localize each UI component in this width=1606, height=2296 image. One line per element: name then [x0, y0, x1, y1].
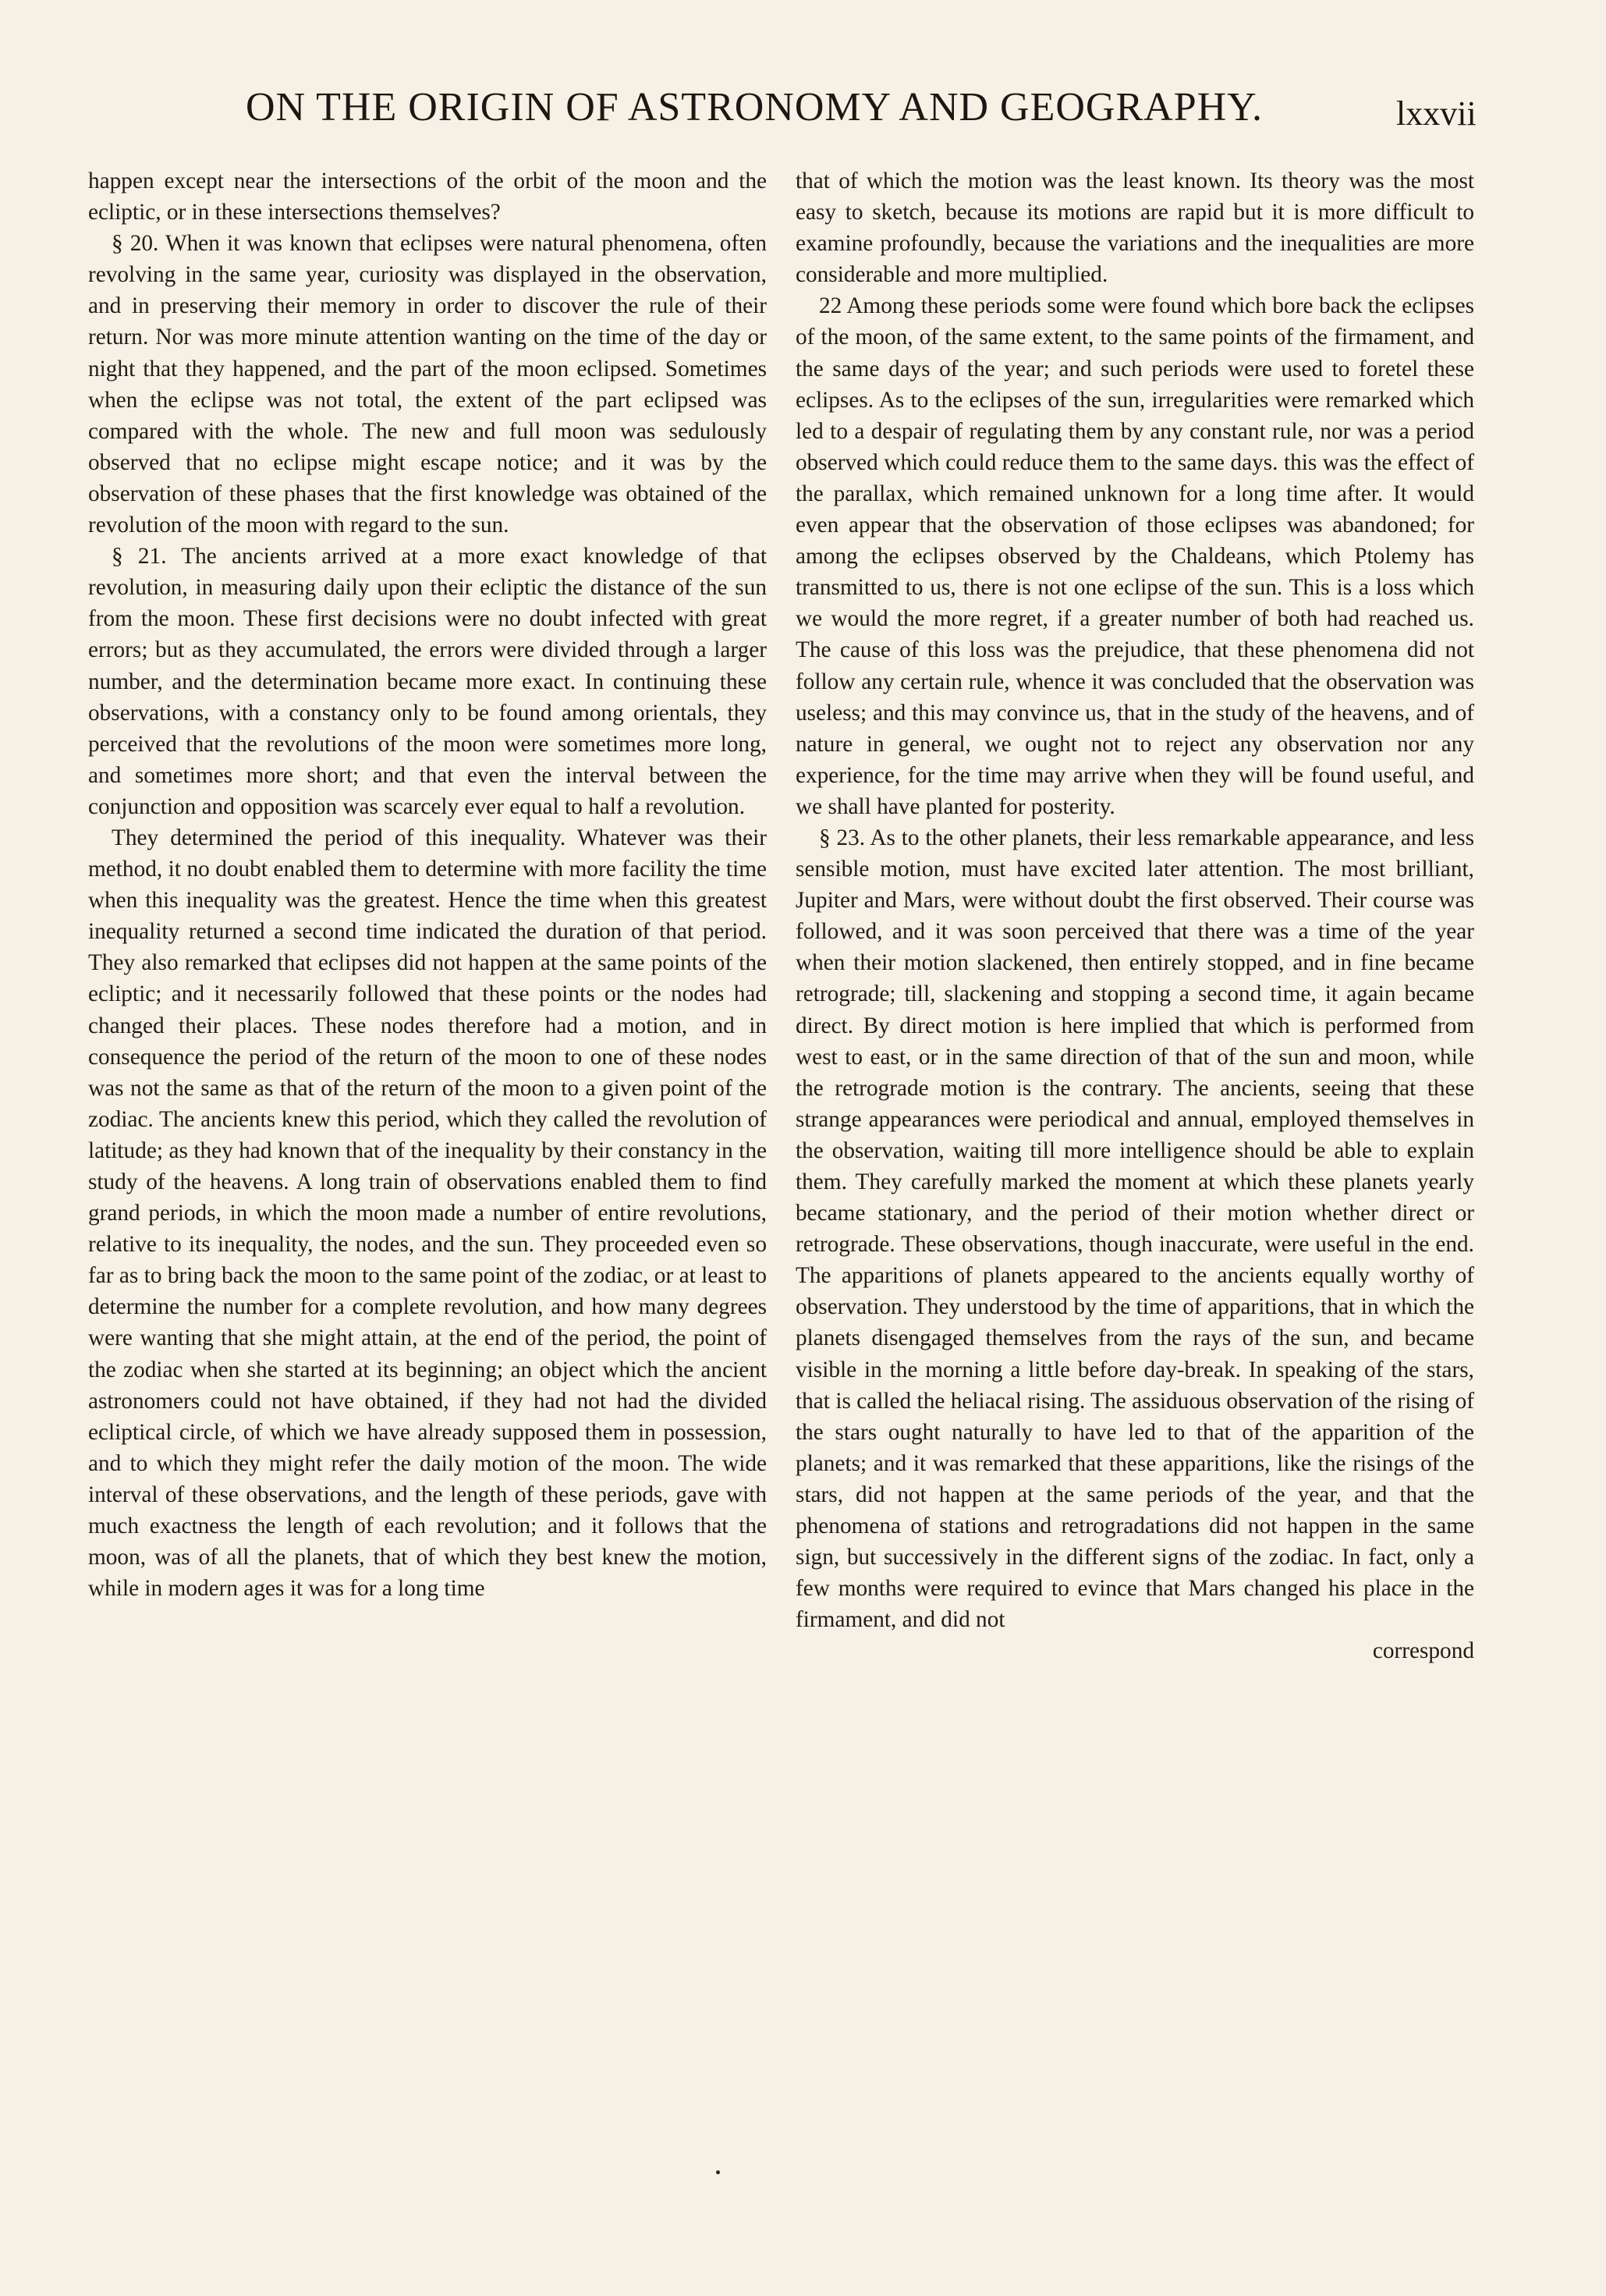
- running-head-title: ON THE ORIGIN OF ASTRONOMY AND GEOGRAPHY.: [246, 85, 1264, 130]
- paragraph-section-21: § 21. The ancients arrived at a more exact knowledge of that revolution, in measuring daily upon their ecliptic the distance of the sun from the moon. These first decisions were no doubt infected with great errors; but as they accumulated, the errors were divided through a larger number, and the determination became more exact. In continuing these observations, with a constancy only to be found among orientals, they perceived that the revolutions of the moon were sometimes more long, and sometimes more short; and that even the interval between the conjunction and opposition was scarcely ever equal to half a revolution.: [88, 544, 767, 819]
- paragraph-section-23: § 23. As to the other planets, their less remarkable appearance, and less sensible motion, must have excited later attention. The most brilliant, Jupiter and Mars, were without doubt the first observed. Their course was followed, and it was soon perceived that there was a time of the year when their motion slackened, then entirely stopped, and in fine became retrograde; till, slackening and stopping a second time, it again became direct. By direct motion is here implied that which is performed from west to east, or in the same direction of that of the sun and moon, while the retrograde motion is the contrary. The ancients, seeing that these strange appearances were periodical and annual, employed themselves in the observation, waiting till more intelligence should be able to explain them. They carefully marked the moment at which these planets yearly became stationary, and the period of their motion whether direct or retrograde. These observations, though inaccurate, were useful in the end. The apparitions of planets appeared to the ancients equally worthy of observation. They understood by the time of apparitions, that in which the planets disengaged themselves from the rays of the sun, and became visible in the morning a little before day-break. In speaking of the stars, that is called the heliacal rising. The assiduous observation of the rising of the stars ought naturally to have led to that of the apparition of the planets; and it was remarked that these apparitions, like the risings of the stars, did not happen at the same periods of the year, and that the phenomena of stations and retrogradations did not happen in the same sign, but successively in the different signs of the zodiac. In fact, only a few months were required to evince that Mars changed his place in the firmament, and did not: [796, 825, 1474, 1633]
- paragraph: happen except near the intersections of the orbit of the moon and the ecliptic, or in these intersections themselves?: [88, 169, 767, 225]
- paragraph-section-20: § 20. When it was known that eclipses were natural phenomena, often revolving in the same year, curiosity was displayed in the observation, and in preserving their memory in order to discover the rule of their return. Nor was more minute attention wanting on the time of the day or night that they happened, and the part of the moon eclipsed. Sometimes when the eclipse was not total, the extent of the part eclipsed was compared with the whole. The new and full moon was sedulously observed that no eclipse might escape notice; and it was by the observation of these phases that the first knowledge was obtained of the revolution of the moon with regard to the sun.: [88, 231, 767, 538]
- left-column: [88, 165, 767, 1604]
- paragraph: They determined the period of this inequality. Whatever was their method, it no doubt enabled them to determine with more facility the time when this inequality was the greatest. Hence the time when this greatest inequality returned a second time indicated the duration of that period. They also remarked that eclipses did not happen at the same points of the ecliptic; and it necessarily followed that these points or the nodes had changed their places. These nodes therefore had a motion, and in consequence the period of the return of the moon to one of these nodes was not the same as that of the return of the moon to a given point of the zodiac. The ancients knew this period, which they called the revolution of latitude; as they had known that of the inequality by their constancy in the study of the heavens. A long train of observations enabled them to find grand periods, in which the moon made a number of entire revolutions, relative to its inequality, the nodes, and the sun. They proceeded even so far as to bring back the moon to the same point of the zodiac, or at least to determine the number for a complete revolution, and how many degrees were wanting that she might attain, at the end of the period, the point of the zodiac when she started at its beginning; an object which the ancient astronomers could not have obtained, if they had not had the divided ecliptical circle, of which we have already supposed them in possession, and to which they might refer the daily motion of the moon. The wide interval of these observations, and the length of these periods, gave with much exactness the length of each revolution; and it follows that the moon, was of all the planets, that of which they best knew the motion, while in modern ages it was for a long time: [88, 825, 767, 1602]
- page-number: lxxvii: [1396, 94, 1477, 133]
- paper-speck: [716, 2170, 720, 2174]
- right-column: [796, 165, 1474, 1667]
- catchword: correspond: [1372, 1638, 1474, 1664]
- paragraph-section-22: 22 Among these periods some were found which bore back the eclipses of the moon, of the same extent, to the same points of the firmament, and the same days of the year; and such periods were used to foretel these eclipses. As to the eclipses of the sun, irregularities were remarked which led to a despair of regulating them by any constant rule, nor was a period observed which could reduce them to the same days. this was the effect of the parallax, which remained unknown for a long time after. It would even appear that the observation of those eclipses was abandoned; for among the eclipses observed by the Chaldeans, which Ptolemy has transmitted to us, there is not one eclipse of the sun. This is a loss which we would the more regret, if a greater number of both had reached us. The cause of this loss was the prejudice, that these phenomena did not follow any certain rule, whence it was concluded that the observation was useless; and this may convince us, that in the study of the heavens, and of nature in general, we ought not to reject any observation nor any experience, for the time may arrive when they will be found useful, and we shall have planted for posterity.: [796, 293, 1474, 819]
- paragraph: that of which the motion was the least known. Its theory was the most easy to sketch, because its motions are rapid but it is more difficult to examine profoundly, because the variations and the inequalities are more considerable and more multiplied.: [796, 169, 1474, 288]
